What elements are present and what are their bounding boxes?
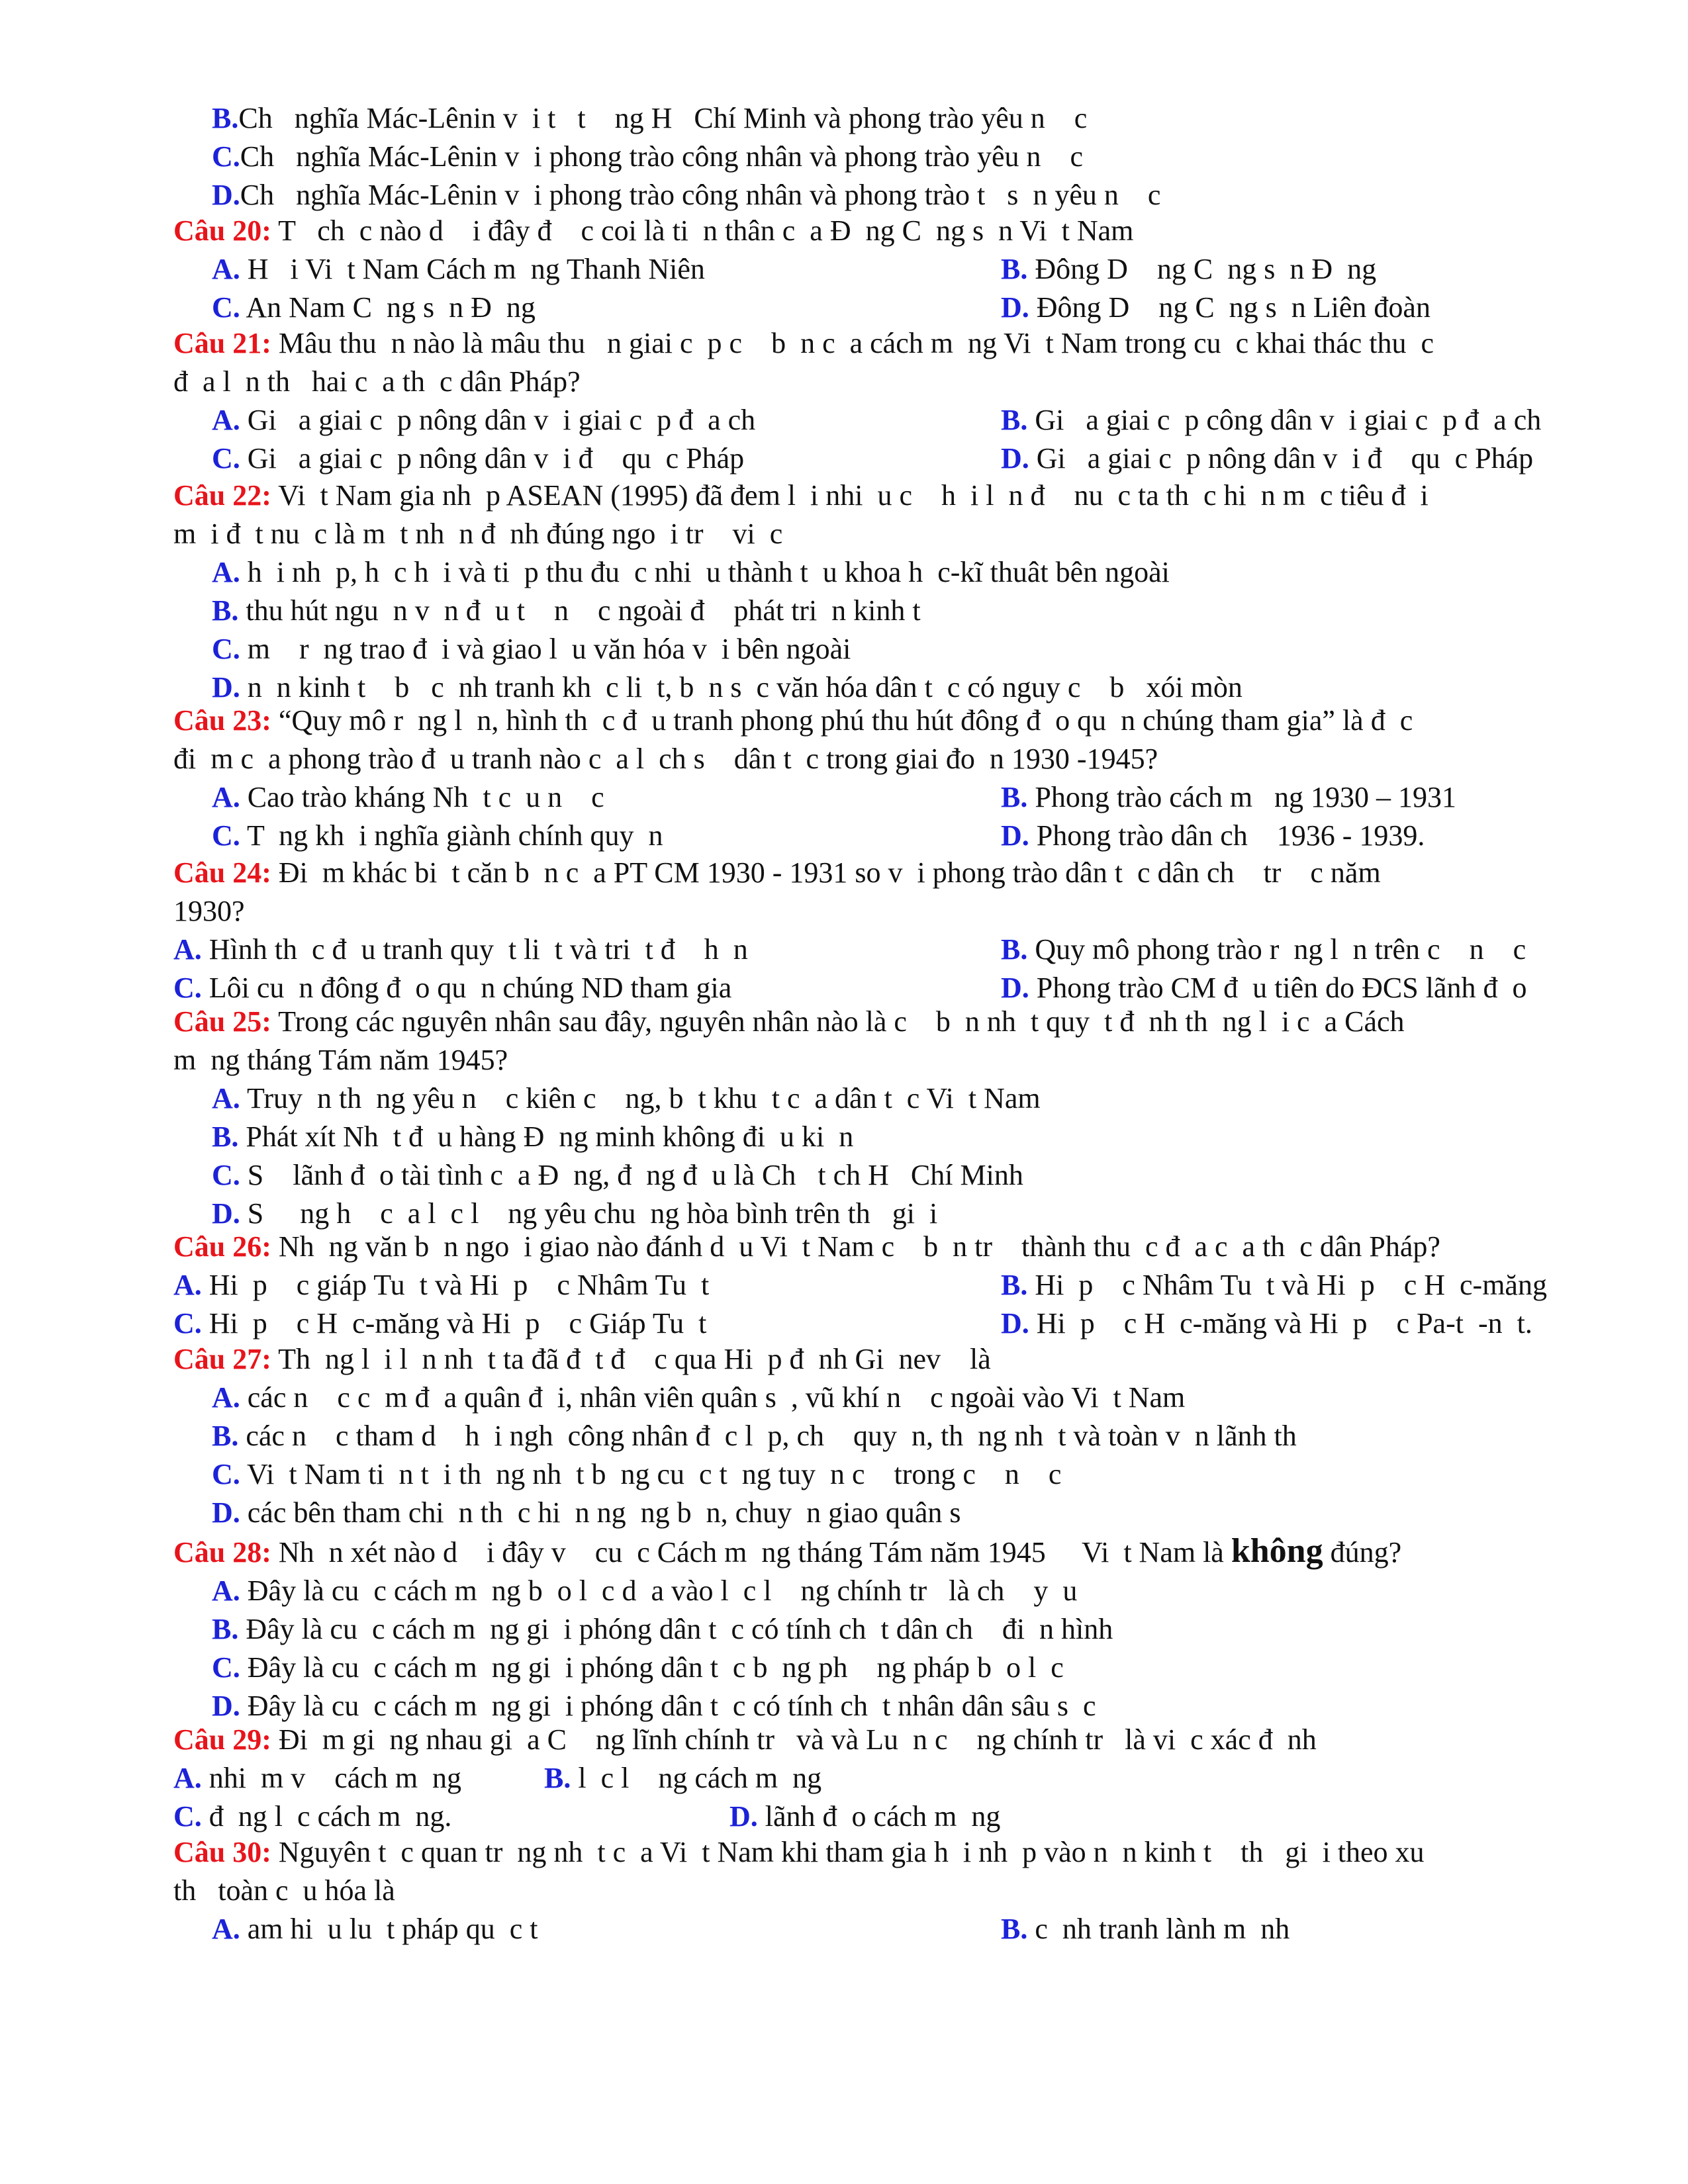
question-21 xyxy=(173,324,1577,478)
option-c[interactable] xyxy=(212,817,1001,855)
option-text: Đây là cu c cách m ng gi i phóng dân t c có tính ch t dân ch đi n hình xyxy=(238,1613,1113,1645)
question-26 xyxy=(173,1228,1577,1343)
question-stem xyxy=(173,1532,1577,1572)
question-label: Câu 26: xyxy=(173,1230,271,1263)
option-text: đ ng l c cách m ng. xyxy=(201,1800,452,1833)
question-30 xyxy=(173,1833,1577,1948)
option-text: Phát xít Nh t đ u hàng Đ ng minh không đi u ki n xyxy=(238,1120,854,1153)
option-text: Truy n th ng yêu n c kiên c ng, b t khu t c a dân t c Vi t Nam xyxy=(240,1082,1041,1115)
option-b[interactable] xyxy=(1001,931,1526,969)
option-text: nhi m v cách m ng xyxy=(201,1762,462,1794)
option-label: A. xyxy=(212,556,240,588)
option-a[interactable] xyxy=(212,1910,1001,1948)
option-row xyxy=(173,630,1577,668)
option-text: Hi p c giáp Tu t và Hi p c Nhâm Tu t xyxy=(201,1269,710,1301)
option-a[interactable] xyxy=(212,1079,1041,1118)
option-row xyxy=(173,969,1577,1007)
question-23 xyxy=(173,702,1577,855)
option-label: C. xyxy=(173,972,202,1004)
option-row xyxy=(173,1417,1577,1455)
question-label: Câu 28: xyxy=(173,1536,271,1569)
option-c[interactable] xyxy=(212,1156,1023,1195)
option-c[interactable] xyxy=(173,1304,1001,1343)
question-label: Câu 25: xyxy=(173,1005,271,1038)
option-text: các n c tham d h i ngh công nhân đ c l p, ch quy n, th ng nh t và toàn v n lãnh th xyxy=(238,1420,1297,1452)
option-text: Lôi cu n đông đ o qu n chúng ND tham gia xyxy=(201,972,732,1004)
question-label: Câu 29: xyxy=(173,1723,271,1756)
option-b[interactable] xyxy=(1001,401,1541,439)
option-text: lãnh đ o cách m ng xyxy=(757,1800,1001,1833)
question-28 xyxy=(173,1532,1577,1725)
question-stem-continued xyxy=(173,1041,1577,1079)
option-row xyxy=(173,250,1577,289)
option-label: C. xyxy=(173,1800,202,1833)
option-row xyxy=(173,1118,1577,1156)
option-text: Phong trào dân ch 1936 - 1939. xyxy=(1029,819,1425,852)
option-c[interactable] xyxy=(173,969,1001,1007)
option-text: S lãnh đ o tài tình c a Đ ng, đ ng đ u là Ch t ch H Chí Minh xyxy=(240,1159,1023,1191)
option-d[interactable] xyxy=(729,1797,1000,1836)
question-stem xyxy=(173,702,1577,740)
stem-text: Nguyên t c quan tr ng nh t c a Vi t Nam khi tham gia h i nh p vào n n kinh t th gi i theo xu xyxy=(271,1836,1425,1868)
option-a[interactable] xyxy=(212,1379,1185,1417)
option-text: Đông D ng C ng s n Đ ng xyxy=(1027,253,1377,285)
option-row xyxy=(173,1266,1577,1304)
option-text: Phong trào CM đ u tiên do ĐCS lãnh đ o xyxy=(1029,972,1527,1004)
option-text: An Nam C ng s n Đ ng xyxy=(240,291,536,324)
question-19-tail xyxy=(173,99,1577,214)
option-label: B. xyxy=(1001,404,1028,436)
question-24 xyxy=(173,854,1577,1007)
stem-text: “Quy mô r ng l n, hình th c đ u tranh phong phú thu hút đông đ o qu n chúng tham gia” là đ c xyxy=(271,704,1413,737)
question-20 xyxy=(173,212,1577,327)
option-label: D. xyxy=(1001,1307,1029,1340)
question-stem xyxy=(173,854,1577,892)
option-label: A. xyxy=(173,1269,202,1301)
option-label: A. xyxy=(212,404,240,436)
option-row xyxy=(173,1304,1577,1343)
option-d[interactable] xyxy=(1001,817,1425,855)
option-row xyxy=(173,553,1577,592)
option-text: các n c c m đ a quân đ i, nhân viên quân s , vũ khí n c ngoài vào Vi t Nam xyxy=(240,1381,1186,1414)
stem-text: đ a l n th hai c a th c dân Pháp? xyxy=(173,365,581,398)
option-text: Hi p c H c-măng và Hi p c Pa-t -n t. xyxy=(1029,1307,1532,1340)
option-text: Ch nghĩa Mác-Lênin v i phong trào công nhân và phong trào yêu n c xyxy=(240,140,1084,173)
option-row xyxy=(173,1572,1577,1610)
stem-text: Vi t Nam gia nh p ASEAN (1995) đã đem l i nhi u c h i l n đ nu c ta th c hi n m c tiêu đ i xyxy=(271,479,1429,512)
option-d[interactable] xyxy=(1001,439,1533,478)
option-text: Quy mô phong trào r ng l n trên c n c xyxy=(1027,933,1526,966)
option-label: A. xyxy=(212,253,240,285)
option-label: B. xyxy=(544,1762,571,1794)
question-stem xyxy=(173,212,1577,250)
option-text: Ch nghĩa Mác-Lênin v i phong trào công nhân và phong trào t s n yêu n c xyxy=(240,179,1161,211)
option-text: Cao trào kháng Nh t c u n c xyxy=(240,781,604,813)
option-c[interactable] xyxy=(212,439,1001,478)
stem-emphasis: không xyxy=(1231,1532,1323,1570)
option-row xyxy=(173,1759,1577,1797)
stem-text: Trong các nguyên nhân sau đây, nguyên nhân nào là c b n nh t quy t đ nh th ng l i c a Cách xyxy=(271,1005,1405,1038)
question-stem xyxy=(173,1833,1577,1872)
question-label: Câu 20: xyxy=(173,214,271,247)
option-b[interactable] xyxy=(544,1759,821,1797)
option-b[interactable] xyxy=(1001,1910,1289,1948)
option-text: Đây là cu c cách m ng b o l c d a vào l c l ng chính tr là ch y u xyxy=(240,1574,1078,1607)
option-row xyxy=(173,817,1577,855)
question-label: Câu 24: xyxy=(173,856,271,889)
question-27 xyxy=(173,1340,1577,1532)
option-label: C. xyxy=(212,291,240,324)
stem-text: đi m c a phong trào đ u tranh nào c a l ch s dân t c trong giai đo n 1930 -1945? xyxy=(173,743,1158,775)
option-row xyxy=(173,1494,1577,1532)
question-stem-continued xyxy=(173,363,1577,401)
option-c[interactable] xyxy=(212,1649,1064,1687)
option-label: A. xyxy=(212,781,240,813)
option-row xyxy=(173,1910,1577,1948)
option-label: D. xyxy=(212,671,240,704)
question-stem xyxy=(173,477,1577,515)
option-row xyxy=(173,592,1577,630)
question-25 xyxy=(173,1003,1577,1233)
option-label: A. xyxy=(173,933,202,966)
option-label: D. xyxy=(1001,442,1029,475)
option-row xyxy=(173,1455,1577,1494)
option-b[interactable] xyxy=(212,1610,1113,1649)
option-row xyxy=(173,778,1577,817)
option-row xyxy=(173,1687,1577,1725)
stem-text: m i đ t nu c là m t nh n đ nh đúng ngo i tr vi c xyxy=(173,518,783,550)
option-text: thu hút ngu n v n đ u t n c ngoài đ phát tri n kinh t xyxy=(238,594,921,627)
option-a[interactable] xyxy=(212,1572,1077,1610)
option-label: A. xyxy=(212,1574,240,1607)
option-text: Hi p c H c-măng và Hi p c Giáp Tu t xyxy=(201,1307,707,1340)
option-text: c nh tranh lành m nh xyxy=(1027,1913,1290,1945)
option-text: h i nh p, h c h i và ti p thu đu c nhi u thành t u khoa h c-kĩ thuât bên ngoài xyxy=(240,556,1170,588)
option-label: B. xyxy=(212,594,239,627)
option-d[interactable] xyxy=(1001,1304,1532,1343)
option-label: D. xyxy=(1001,291,1029,324)
option-b[interactable] xyxy=(1001,778,1456,817)
option-label: C. xyxy=(212,442,240,475)
option-label: C. xyxy=(212,633,240,665)
option-row xyxy=(173,1156,1577,1195)
option-a[interactable] xyxy=(173,931,1001,969)
option-text: am hi u lu t pháp qu c t xyxy=(240,1913,538,1945)
question-stem xyxy=(173,1228,1577,1266)
option-text: m r ng trao đ i và giao l u văn hóa v i bên ngoài xyxy=(240,633,851,665)
option-b[interactable] xyxy=(212,592,921,630)
question-stem xyxy=(173,1340,1577,1379)
option-c[interactable] xyxy=(212,289,1001,327)
option-text: Vi t Nam ti n t i th ng nh t b ng cu c t ng tuy n c trong c n c xyxy=(240,1458,1062,1490)
question-label: Câu 27: xyxy=(173,1343,271,1375)
question-label: Câu 21: xyxy=(173,327,271,359)
question-stem-continued xyxy=(173,740,1577,778)
option-b[interactable] xyxy=(1001,1266,1547,1304)
option-c[interactable] xyxy=(212,1455,1061,1494)
option-b[interactable] xyxy=(212,1417,1297,1455)
option-text: H i Vi t Nam Cách m ng Thanh Niên xyxy=(240,253,705,285)
option-a[interactable] xyxy=(173,1266,1001,1304)
stem-text: th toàn c u hóa là xyxy=(173,1874,395,1907)
option-c[interactable]: C.Ch nghĩa Mác-Lênin v i phong trào công nhân và phong trào yêu n c xyxy=(212,140,1084,173)
option-label: A. xyxy=(173,1762,202,1794)
option-text: Đông D ng C ng s n Liên đoàn xyxy=(1029,291,1430,324)
option-text: Đây là cu c cách m ng gi i phóng dân t c b ng ph ng pháp b o l c xyxy=(240,1651,1064,1684)
option-row xyxy=(173,401,1577,439)
option-label: B. xyxy=(1001,253,1028,285)
option-label: B. xyxy=(212,1420,239,1452)
stem-text: 1930? xyxy=(173,895,245,927)
option-row xyxy=(173,1649,1577,1687)
option-label: D. xyxy=(212,1690,240,1722)
stem-text: Th ng l i l n nh t ta đã đ t đ c qua Hi p đ nh Gi nev là xyxy=(271,1343,991,1375)
stem-text: đúng? xyxy=(1323,1536,1402,1569)
option-d[interactable] xyxy=(1001,969,1526,1007)
option-a[interactable] xyxy=(212,401,1001,439)
option-label: C. xyxy=(212,1159,240,1191)
option-row xyxy=(173,1610,1577,1649)
option-text: Hi p c Nhâm Tu t và Hi p c H c-măng xyxy=(1027,1269,1547,1301)
option-d[interactable] xyxy=(212,1687,1096,1725)
option-label: B. xyxy=(212,1613,239,1645)
option-row xyxy=(173,289,1577,327)
option-d[interactable] xyxy=(212,1494,961,1532)
option-text: Gi a giai c p công dân v i giai c p đ a ch xyxy=(1027,404,1542,436)
stem-text: Nh ng văn b n ngo i giao nào đánh d u Vi t Nam c b n tr thành thu c đ a c a th c dân Pháp? xyxy=(271,1230,1440,1263)
question-label: Câu 23: xyxy=(173,704,271,737)
option-label: B. xyxy=(212,1120,239,1153)
option-label: D. xyxy=(1001,972,1029,1004)
option-d[interactable]: D.Ch nghĩa Mác-Lênin v i phong trào công nhân và phong trào t s n yêu n c xyxy=(212,179,1161,211)
option-a[interactable] xyxy=(212,250,1001,289)
option-c[interactable] xyxy=(212,630,851,668)
question-stem xyxy=(173,1003,1577,1041)
option-label: C. xyxy=(212,1458,240,1490)
option-d[interactable] xyxy=(1001,289,1430,327)
question-29 xyxy=(173,1721,1577,1836)
option-row xyxy=(173,439,1577,478)
option-b[interactable]: B.Ch nghĩa Mác-Lênin v i t t ng H Chí Minh và phong trào yêu n c xyxy=(212,102,1088,134)
question-22 xyxy=(173,477,1577,707)
option-label: C. xyxy=(212,819,240,852)
option-label: B. xyxy=(1001,1269,1028,1301)
option-label: C. xyxy=(212,1651,240,1684)
stem-text: T ch c nào d i đây đ c coi là ti n thân c a Đ ng C ng s n Vi t Nam xyxy=(271,214,1134,247)
option-label: D. xyxy=(212,1197,240,1230)
stem-text: m ng tháng Tám năm 1945? xyxy=(173,1044,508,1076)
option-text: Đây là cu c cách m ng gi i phóng dân t c có tính ch t nhân dân sâu s c xyxy=(240,1690,1096,1722)
question-stem-continued xyxy=(173,892,1577,931)
option-text: n n kinh t b c nh tranh kh c li t, b n s c văn hóa dân t c có nguy c b xói mòn xyxy=(240,671,1243,704)
option-text: S ng h c a l c l ng yêu chu ng hòa bình trên th gi i xyxy=(240,1197,938,1230)
option-text: Hình th c đ u tranh quy t li t và tri t đ h n xyxy=(201,933,748,966)
option-text: Gi a giai c p nông dân v i giai c p đ a ch xyxy=(240,404,756,436)
option-label: B. xyxy=(1001,781,1028,813)
option-a[interactable] xyxy=(212,778,1001,817)
option-b[interactable] xyxy=(212,1118,853,1156)
option-label: A. xyxy=(212,1913,240,1945)
option-b[interactable] xyxy=(1001,250,1376,289)
option-a[interactable] xyxy=(173,1759,544,1797)
option-label: A. xyxy=(212,1082,240,1115)
question-label: Câu 22: xyxy=(173,479,271,512)
option-text: Phong trào cách m ng 1930 – 1931 xyxy=(1027,781,1457,813)
option-row xyxy=(173,931,1577,969)
option-row xyxy=(173,1079,1577,1118)
option-row xyxy=(173,1379,1577,1417)
option-label: D. xyxy=(1001,819,1029,852)
stem-text: Đi m khác bi t căn b n c a PT CM 1930 - 1931 so v i phong trào dân t c dân ch tr c năm xyxy=(271,856,1381,889)
option-label: C. xyxy=(173,1307,202,1340)
option-row xyxy=(173,1797,1577,1836)
option-label: A. xyxy=(212,1381,240,1414)
option-label: B. xyxy=(1001,1913,1028,1945)
question-stem-continued xyxy=(173,1872,1577,1910)
option-label: D. xyxy=(212,1496,240,1529)
option-label: B. xyxy=(1001,933,1028,966)
option-text: Gi a giai c p nông dân v i đ qu c Pháp xyxy=(1029,442,1534,475)
option-text: T ng kh i nghĩa giành chính quy n xyxy=(240,819,663,852)
question-stem xyxy=(173,1721,1577,1759)
option-label: D. xyxy=(729,1800,758,1833)
question-stem-continued xyxy=(173,515,1577,553)
option-text: các bên tham chi n th c hi n ng ng b n, chuy n giao quân s xyxy=(240,1496,961,1529)
stem-text: Mâu thu n nào là mâu thu n giai c p c b n c a cách m ng Vi t Nam trong cu c khai thác thu c xyxy=(271,327,1434,359)
option-text: Gi a giai c p nông dân v i đ qu c Pháp xyxy=(240,442,745,475)
option-a[interactable] xyxy=(212,553,1170,592)
stem-text: Nh n xét nào d i đây v cu c Cách m ng tháng Tám năm 1945 Vi t Nam là xyxy=(271,1536,1231,1569)
option-text: l c l ng cách m ng xyxy=(571,1762,822,1794)
option-text: Ch nghĩa Mác-Lênin v i t t ng H Chí Minh và phong trào yêu n c xyxy=(238,102,1088,134)
question-label: Câu 30: xyxy=(173,1836,271,1868)
option-c[interactable] xyxy=(173,1797,729,1836)
question-stem xyxy=(173,324,1577,363)
stem-text: Đi m gi ng nhau gi a C ng lĩnh chính tr và và Lu n c ng chính tr là vi c xác đ nh xyxy=(271,1723,1317,1756)
